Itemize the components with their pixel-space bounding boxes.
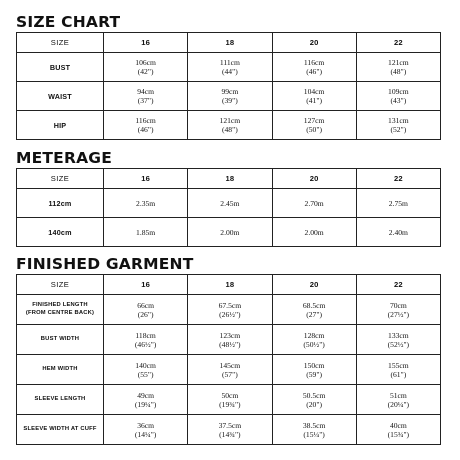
row-label-finished-length: FINISHED LENGTH (FROM CENTRE BACK) xyxy=(17,295,104,325)
table-row xyxy=(17,295,441,325)
table-cell: 2.75m xyxy=(356,189,440,218)
header-22: 22 xyxy=(356,169,440,189)
table-row xyxy=(17,325,441,355)
header-16: 16 xyxy=(104,33,188,53)
table-cell: 109cm (43") xyxy=(356,82,440,111)
table-cell: 116cm (46") xyxy=(272,53,356,82)
row-label-hip: HIP xyxy=(17,111,104,140)
header-size: SIZE xyxy=(17,169,104,189)
table-cell: 123cm (48½") xyxy=(188,325,272,355)
table-cell: 116cm (46") xyxy=(104,111,188,140)
header-size: SIZE xyxy=(17,275,104,295)
table-header-row xyxy=(17,33,441,53)
table-row xyxy=(17,111,441,140)
table-cell: 145cm (57") xyxy=(188,355,272,385)
table-header-row xyxy=(17,275,441,295)
row-label-bust-width: BUST WIDTH xyxy=(17,325,104,355)
row-label-sleeve-length: SLEEVE LENGTH xyxy=(17,385,104,415)
finished-garment-table xyxy=(16,274,441,445)
header-size: SIZE xyxy=(17,33,104,53)
table-row xyxy=(17,415,441,445)
table-row xyxy=(17,53,441,82)
header-16: 16 xyxy=(104,169,188,189)
header-20: 20 xyxy=(272,33,356,53)
table-cell: 94cm (37") xyxy=(104,82,188,111)
table-cell: 50.5cm (20") xyxy=(272,385,356,415)
table-row xyxy=(17,189,441,218)
table-cell: 127cm (50") xyxy=(272,111,356,140)
header-20: 20 xyxy=(272,275,356,295)
table-row xyxy=(17,355,441,385)
table-cell: 121cm (48") xyxy=(188,111,272,140)
header-16: 16 xyxy=(104,275,188,295)
table-cell: 68.5cm (27") xyxy=(272,295,356,325)
table-cell: 131cm (52") xyxy=(356,111,440,140)
table-cell: 36cm (14¼") xyxy=(104,415,188,445)
table-cell: 1.85m xyxy=(104,218,188,247)
table-cell: 121cm (48") xyxy=(356,53,440,82)
row-label-bust: BUST xyxy=(17,53,104,82)
table-cell: 128cm (50½") xyxy=(272,325,356,355)
table-cell: 99cm (39") xyxy=(188,82,272,111)
header-20: 20 xyxy=(272,169,356,189)
header-22: 22 xyxy=(356,33,440,53)
header-18: 18 xyxy=(188,169,272,189)
row-label-waist: WAIST xyxy=(17,82,104,111)
table-cell: 37.5cm (14¾") xyxy=(188,415,272,445)
table-cell: 38.5cm (15¼") xyxy=(272,415,356,445)
table-cell: 2.40m xyxy=(356,218,440,247)
table-cell: 2.70m xyxy=(272,189,356,218)
row-label-112cm: 112cm xyxy=(17,189,104,218)
table-cell: 67.5cm (26½") xyxy=(188,295,272,325)
table-cell: 2.00m xyxy=(272,218,356,247)
table-cell: 50cm (19¾") xyxy=(188,385,272,415)
meterage-title: METERAGE xyxy=(16,149,113,167)
table-cell: 70cm (27½") xyxy=(356,295,440,325)
table-cell: 150cm (59") xyxy=(272,355,356,385)
table-cell: 40cm (15¾") xyxy=(356,415,440,445)
header-18: 18 xyxy=(188,33,272,53)
table-cell: 2.00m xyxy=(188,218,272,247)
row-label-140cm: 140cm xyxy=(17,218,104,247)
size-chart-title: SIZE CHART xyxy=(16,13,121,31)
table-cell: 104cm (41") xyxy=(272,82,356,111)
table-row xyxy=(17,82,441,111)
table-cell: 111cm (44") xyxy=(188,53,272,82)
finished-garment-title: FINISHED GARMENT xyxy=(16,255,194,273)
table-row xyxy=(17,218,441,247)
meterage-table xyxy=(16,168,441,247)
size-chart-table xyxy=(16,32,441,140)
table-cell: 66cm (26") xyxy=(104,295,188,325)
table-cell: 2.45m xyxy=(188,189,272,218)
table-cell: 118cm (46½") xyxy=(104,325,188,355)
table-cell: 133cm (52½") xyxy=(356,325,440,355)
table-cell: 140cm (55") xyxy=(104,355,188,385)
table-cell: 49cm (19¼") xyxy=(104,385,188,415)
header-22: 22 xyxy=(356,275,440,295)
header-18: 18 xyxy=(188,275,272,295)
row-label-sleeve-width-at-cuff: SLEEVE WIDTH AT CUFF xyxy=(17,415,104,445)
table-cell: 155cm (61") xyxy=(356,355,440,385)
row-label-hem-width: HEM WIDTH xyxy=(17,355,104,385)
table-cell: 2.35m xyxy=(104,189,188,218)
table-cell: 51cm (20¼") xyxy=(356,385,440,415)
table-cell: 106cm (42") xyxy=(104,53,188,82)
table-header-row xyxy=(17,169,441,189)
table-row xyxy=(17,385,441,415)
